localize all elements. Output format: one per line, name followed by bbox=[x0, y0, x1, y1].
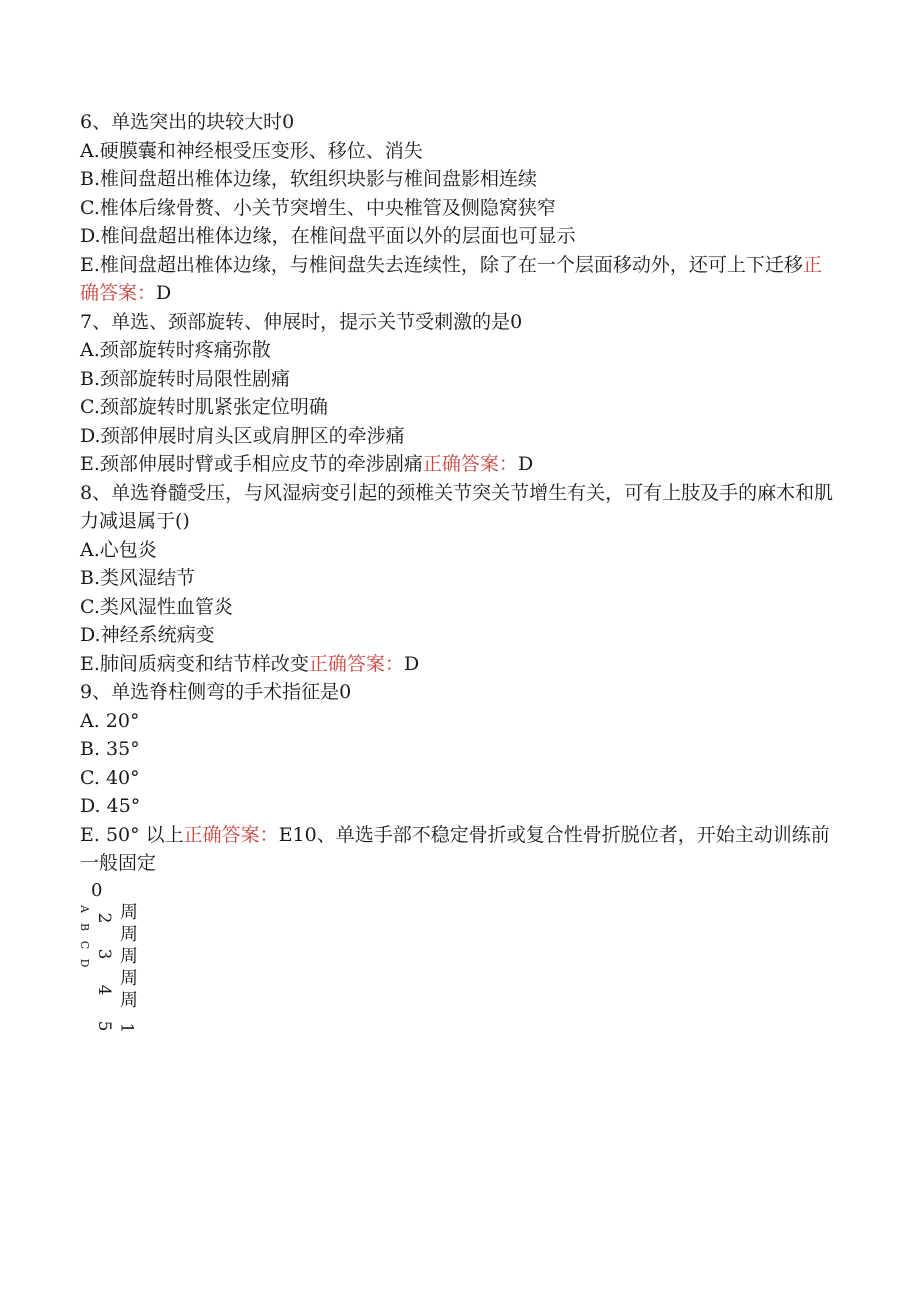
question-7-option-c: C.颈部旋转时肌紧张定位明确 bbox=[80, 396, 328, 418]
fragment-number-column bbox=[96, 900, 116, 1044]
question-6-answer-value: D bbox=[156, 282, 172, 304]
fragment-week: 周 bbox=[120, 946, 138, 967]
question-9-option-d: D. 45° bbox=[80, 795, 141, 817]
fragment-letter: C bbox=[78, 940, 91, 950]
question-9-answer-value: E10、单选手部不稳定骨折或复合性骨折脱位者，开始主动训练前一般固定 bbox=[80, 823, 830, 874]
question-6-option-c: C.椎体后缘骨赘、小关节突增生、中央椎管及侧隐窝狭窄 bbox=[80, 196, 556, 219]
question-7-stem: 7、单选、颈部旋转、伸展时，提示关节受刺激的是0 bbox=[80, 310, 523, 333]
question-8-answer-label: 正确答案： bbox=[308, 652, 404, 675]
question-6-option-e-with-answer bbox=[80, 251, 840, 308]
question-6-option-d: D.椎间盘超出椎体边缘，在椎间盘平面以外的层面也可显示 bbox=[80, 225, 576, 247]
question-7-answer-value: D bbox=[517, 453, 534, 475]
fragment-week-column bbox=[120, 902, 138, 1012]
fragment-number: 5 bbox=[94, 1020, 114, 1032]
question-7-option-e-with-answer bbox=[80, 450, 840, 479]
question-8-option-d: D.神经系统病变 bbox=[80, 624, 215, 646]
fragment-letter: B bbox=[78, 922, 91, 932]
question-9-option-a: A. 20° bbox=[80, 709, 140, 732]
question-7-option-d: D.颈部伸展时肩头区或肩胛区的牵涉痛 bbox=[80, 424, 405, 447]
fragment-week: 周 bbox=[120, 968, 138, 989]
fragment-week: 周 bbox=[120, 902, 138, 923]
question-6-option-a: A.硬膜囊和神经根受压变形、移位、消失 bbox=[80, 139, 423, 162]
question-8-option-e-with-answer bbox=[80, 650, 840, 679]
question-9-answer-label: 正确答案： bbox=[183, 823, 279, 846]
document-body bbox=[80, 108, 840, 878]
fragment-week: 周 bbox=[120, 924, 138, 945]
question-8-option-b: B.类风湿结节 bbox=[80, 567, 196, 589]
question-7-answer-label: 正确答案： bbox=[422, 453, 518, 475]
fragment-number: 4 bbox=[94, 984, 114, 996]
question-9-option-b: B. 35° bbox=[80, 738, 140, 760]
question-6-option-e: E.椎间盘超出椎体边缘，与椎间盘失去连续性，除了在一个层面移动外，还可上下迁移 bbox=[80, 253, 803, 276]
fragment-zero: 0 bbox=[91, 880, 103, 901]
fragment-number: 3 bbox=[94, 948, 114, 960]
question-6-stem: 6、单选突出的块较大时0 bbox=[80, 111, 295, 133]
fragment-one: 1 bbox=[116, 1022, 137, 1034]
fragment-week: 周 bbox=[120, 990, 138, 1011]
fragment-letter: A bbox=[78, 905, 91, 913]
question-8-stem: 8、单选脊髓受压，与风湿病变引起的颈椎关节突关节增生有关，可有上肢及手的麻木和肌力减退属于() bbox=[80, 481, 834, 532]
fragment-number: 2 bbox=[94, 912, 114, 924]
question-9-option-e: E. 50° 以上 bbox=[80, 823, 184, 846]
question-8-option-a: A.心包炎 bbox=[80, 538, 157, 561]
question-7-option-e: E.颈部伸展时臂或手相应皮节的牵涉剧痛 bbox=[80, 453, 423, 475]
question-8-option-c: C.类风湿性血管炎 bbox=[80, 595, 233, 618]
question-7-option-a: A.颈部旋转时疼痛弥散 bbox=[80, 339, 271, 361]
fragment-letter: D bbox=[78, 958, 91, 968]
question-9-stem: 9、单选脊柱侧弯的手术指征是0 bbox=[80, 681, 352, 703]
question-8-answer-value: D bbox=[403, 652, 420, 675]
question-9-option-e-with-answer bbox=[80, 821, 840, 878]
question-6-option-b: B.椎间盘超出椎体边缘，软组织块影与椎间盘影相连续 bbox=[80, 168, 538, 190]
question-6-answer-label: 正确答案： bbox=[80, 253, 822, 304]
question-8-option-e: E.肺间质病变和结节样改变 bbox=[80, 652, 309, 675]
question-9-option-c: C. 40° bbox=[80, 766, 140, 789]
question-7-option-b: B.颈部旋转时局限性剧痛 bbox=[80, 367, 291, 390]
